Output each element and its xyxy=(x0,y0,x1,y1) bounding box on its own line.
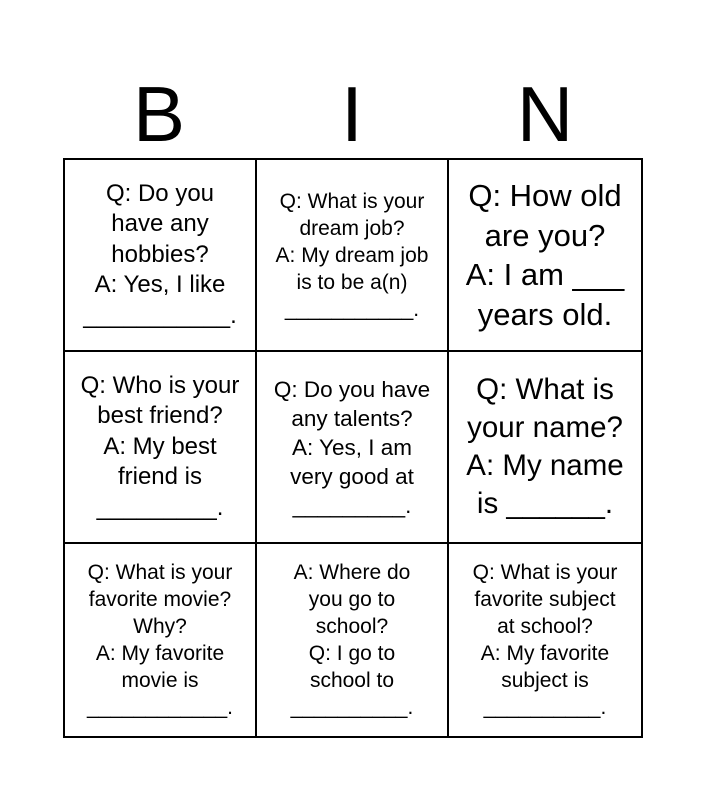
cell-text: Q: Do you have any talents? A: Yes, I am very good at _________. xyxy=(273,376,431,518)
bingo-grid xyxy=(63,158,643,738)
bingo-cell[interactable] xyxy=(65,544,257,736)
bingo-cell[interactable] xyxy=(449,544,641,736)
bingo-cell[interactable] xyxy=(257,352,449,544)
cell-text: Q: Who is your best friend? A: My best friend is _________. xyxy=(80,371,240,521)
bingo-header xyxy=(63,70,641,158)
cell-text: A: Where do you go to school? Q: I go to school to __________. xyxy=(290,561,414,719)
bingo-cell[interactable] xyxy=(65,352,257,544)
cell-text: Q: Do you have any hobbies? A: Yes, I like ___________. xyxy=(83,179,237,329)
bingo-cell[interactable] xyxy=(257,544,449,736)
bingo-cell[interactable] xyxy=(449,160,641,352)
cell-text: Q: What is your favorite subject at school? A: My favorite subject is __________. xyxy=(472,561,618,719)
cell-text: Q: What is your favorite movie? Why? A: My favorite movie is ____________. xyxy=(87,561,233,719)
cell-text: Q: What is your dream job? A: My dream job is to be a(n) ___________. xyxy=(275,189,429,321)
cell-text: Q: How old are you? A: I am ___ years old. xyxy=(465,178,625,332)
header-letter-i: I xyxy=(341,70,363,158)
bingo-cell[interactable] xyxy=(65,160,257,352)
header-letter-b: B xyxy=(132,70,186,158)
header-letter-n: N xyxy=(516,70,574,158)
cell-text: Q: What is your name? A: My name is ______. xyxy=(466,373,624,520)
bingo-cell[interactable] xyxy=(449,352,641,544)
bingo-cell[interactable] xyxy=(257,160,449,352)
